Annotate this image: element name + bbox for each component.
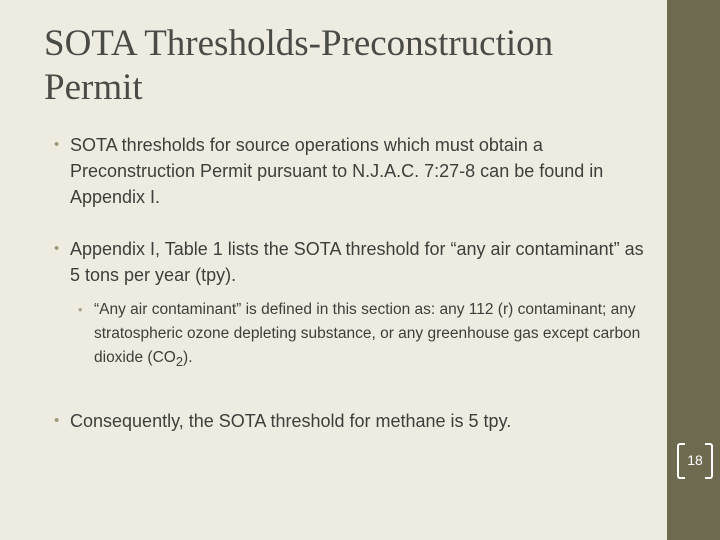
bullet-methane-threshold: • Consequently, the SOTA threshold for methane is 5 tpy. — [52, 408, 652, 434]
slide-content — [52, 132, 652, 434]
slide-number-text: 18 — [687, 452, 703, 468]
slide-number — [677, 443, 713, 477]
right-bracket-icon — [705, 443, 713, 479]
sub-bullet-text: “Any air contaminant” is defined in this section as: any 112 (r) contaminant; any stratospheric ozone depleting substance, or any greenhouse gas except carbon dioxide (CO — [94, 301, 641, 366]
left-bracket-icon — [677, 443, 685, 479]
sub-bullet-definition — [76, 298, 652, 374]
co2-subscript: 2 — [175, 354, 184, 370]
bullet-preconstruction-permit: • SOTA thresholds for source operations which must obtain a Preconstruction Permit pursuant to N.J.A.C. 7:27-8 can be found in Appendix I. — [52, 132, 652, 210]
sub-bullet-tail: ). — [183, 349, 193, 366]
bullet-appendix-table: • Appendix I, Table 1 lists the SOTA threshold for “any air contaminant” as 5 tons per year (tpy). — [52, 236, 652, 288]
slide-title: SOTA Thresholds-Preconstruction Permit — [44, 23, 554, 108]
